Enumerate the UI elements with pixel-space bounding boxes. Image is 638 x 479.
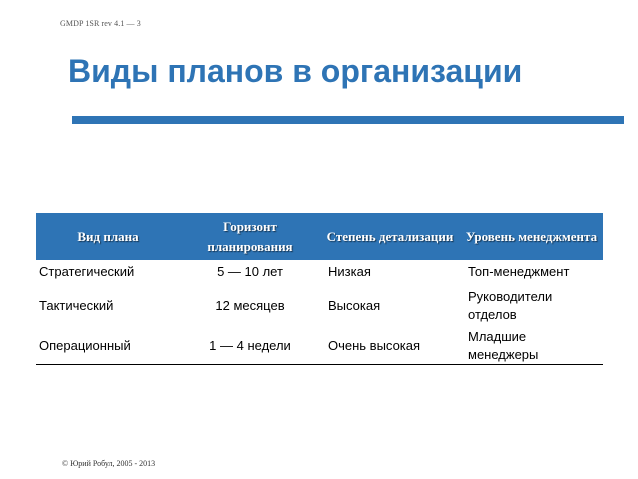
plans-table — [36, 213, 603, 365]
cell-plan-type: Тактический — [39, 298, 114, 313]
column-header-detail-level: Степень детализации — [320, 213, 460, 260]
table-row — [36, 284, 603, 328]
slide-header-reference: GMDP 1SR rev 4.1 — 3 — [60, 19, 141, 28]
slide-footer-copyright: © Юрий Робул, 2005 - 2013 — [62, 459, 156, 468]
table-body — [36, 260, 603, 365]
slide-title: Виды планов в организации — [68, 53, 523, 89]
cell-planning-horizon: 1 — 4 недели — [180, 328, 320, 365]
cell-management-level: Младшие менеджеры — [460, 328, 603, 365]
cell-planning-horizon: 12 месяцев — [215, 298, 285, 313]
table-header — [36, 213, 603, 260]
cell-detail-level: Очень высокая — [320, 328, 460, 365]
cell-detail-level: Высокая — [328, 298, 381, 313]
cell-plan-type: Операционный — [36, 328, 180, 365]
column-header-planning-horizon: Горизонт планирования — [180, 213, 320, 260]
column-header-management-level: Уровень менеджмента — [460, 213, 603, 260]
cell-management-level: Руководители отделов — [468, 289, 553, 322]
column-header-plan-type: Вид плана — [36, 213, 180, 260]
cell-plan-type: Стратегический — [39, 264, 135, 279]
cell-detail-level: Низкая — [328, 264, 371, 279]
table-row — [36, 328, 603, 365]
table-row — [36, 260, 603, 284]
title-underline-bar — [72, 116, 624, 124]
cell-planning-horizon: 5 — 10 лет — [217, 264, 283, 279]
table-header-row — [36, 213, 603, 260]
cell-management-level: Топ-менеджмент — [468, 264, 570, 279]
